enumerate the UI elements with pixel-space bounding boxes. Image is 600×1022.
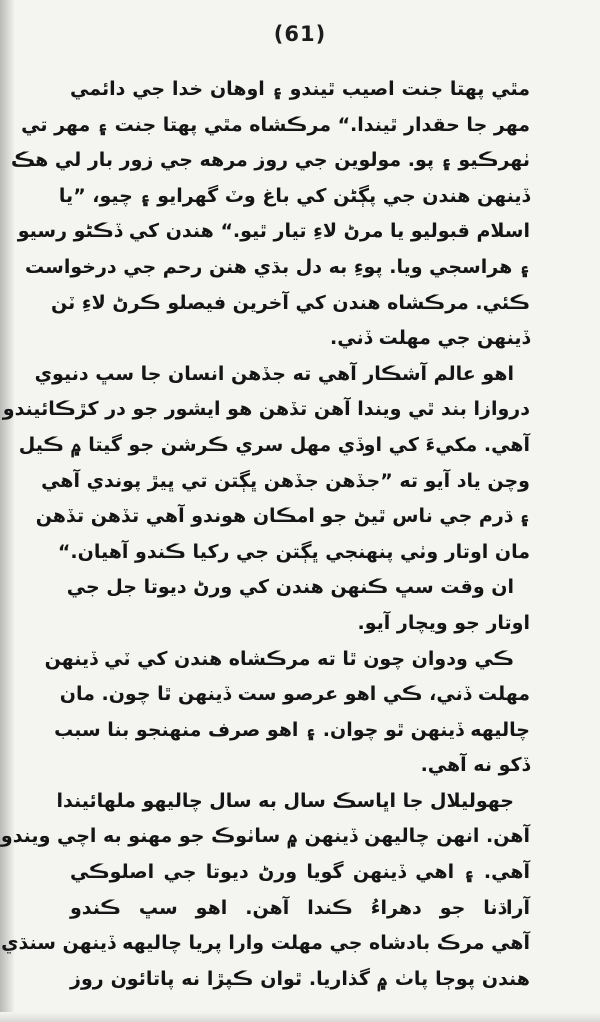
- text-line: مان اوتار وٺي پنهنجي ڀڳتن جي رکيا ڪندو آهيان.“: [57, 540, 530, 563]
- text-line: هندن پوڄا پاٺ ۾ گذاريا. ٿوان ڪپڙا نه پاتائون روز: [70, 967, 530, 990]
- page-bottom-edge: [0, 1012, 600, 1022]
- text-line-paragraph-end: ڏينهن جي مهلت ڏني.: [330, 327, 530, 350]
- text-line: آهن. انهن چاليهن ڏينهن ۾ ساٺوڪ جو مهنو به اچي ويندو: [0, 825, 530, 848]
- body-text: [0, 72, 530, 997]
- text-line: ڏينهن هندن جي پڳڻن کي باغ وٽ گهرايو ۽ چيو، ”يا: [58, 184, 530, 207]
- text-line: مٿي پهتا جنت اصيب ٿيندو ۽ اوهان خدا جي دائمي: [70, 78, 530, 100]
- text-line: چاليهه ڏينهن ٿو چوان. ۽ اهو صرف منهنجو بنا سبب: [54, 718, 530, 741]
- text-line: مهر جا حقدار ٿيندا.“ مرڪشاه مٿي پهتا جنت ۽ مهر تي: [21, 113, 530, 136]
- text-line: مهلت ڏني، ڪي اهو عرصو ست ڏينهن ٿا چون. مان: [59, 683, 530, 706]
- text-line: اسلام قبوليو يا مرڻ لاءِ تيار ٿيو.“ هندن کي ڏڪڻو رسيو: [17, 220, 530, 243]
- text-line: ڪئي. مرڪشاه هندن کي آخرين فيصلو ڪرڻ لاءِ ٽن: [51, 291, 530, 314]
- text-line: آهي. مکيءَ کي اوڏي مهل سري ڪرشن جو گيتا ۾ ڪيل: [18, 433, 530, 456]
- text-line-paragraph-end: ڏکو نه آهي.: [420, 754, 530, 777]
- text-line-paragraph-start: اهو عالم آشڪار آهي ته جڏهن انسان جا سڀ دنيوي: [34, 362, 514, 385]
- text-line: وچن ياد آيو ته ”جڏهن جڏهن ڀڳتن تي ڀيڙ پوندي آهي: [41, 469, 530, 492]
- text-line-paragraph-start: جهوليلال جا اڀاسڪ سال به سال چاليهو ملهائيندا: [56, 789, 514, 812]
- text-line: آراڌنا جو دهراءُ ڪندا آهن. اهو سڀ ڪندو: [70, 896, 530, 919]
- text-line: دروازا بند ٿي ويندا آهن تڏهن هو ايشور جو در کڙڪائيندو: [2, 398, 530, 421]
- text-line: آهي مرڪ بادشاه جي مهلت وارا پريا چاليهه ڏينهن سنڌي: [1, 932, 530, 955]
- text-line: آهي. ۽ اهي ڏينهن گويا ورڻ ديوتا جي اصلوڪي: [70, 861, 530, 884]
- text-line-paragraph-start: ان وقت سڀ ڪنهن هندن کي ورڻ ديوتا جل جي: [66, 576, 514, 599]
- text-line: ۽ ڌرم جي ناس ٿيڻ جو امڪان هوندو آهي تڏهن تڏهن: [35, 505, 530, 528]
- text-line-paragraph-end: اوتار جو ويچار آيو.: [357, 611, 530, 634]
- text-line-paragraph-start: ڪي ودوان چون ٿا ته مرڪشاه هندن کي ٽي ڏينهن: [44, 647, 514, 670]
- text-line: ۽ هراسجي ويا. پوءِ به دل بڌي هنن رحم جي درخواست: [25, 255, 530, 278]
- text-line: ٺهرڪيو ۽ پو. مولوين جي روز مرهه جي زور بار لي هڪ: [10, 149, 530, 172]
- page-number: (61): [273, 22, 327, 46]
